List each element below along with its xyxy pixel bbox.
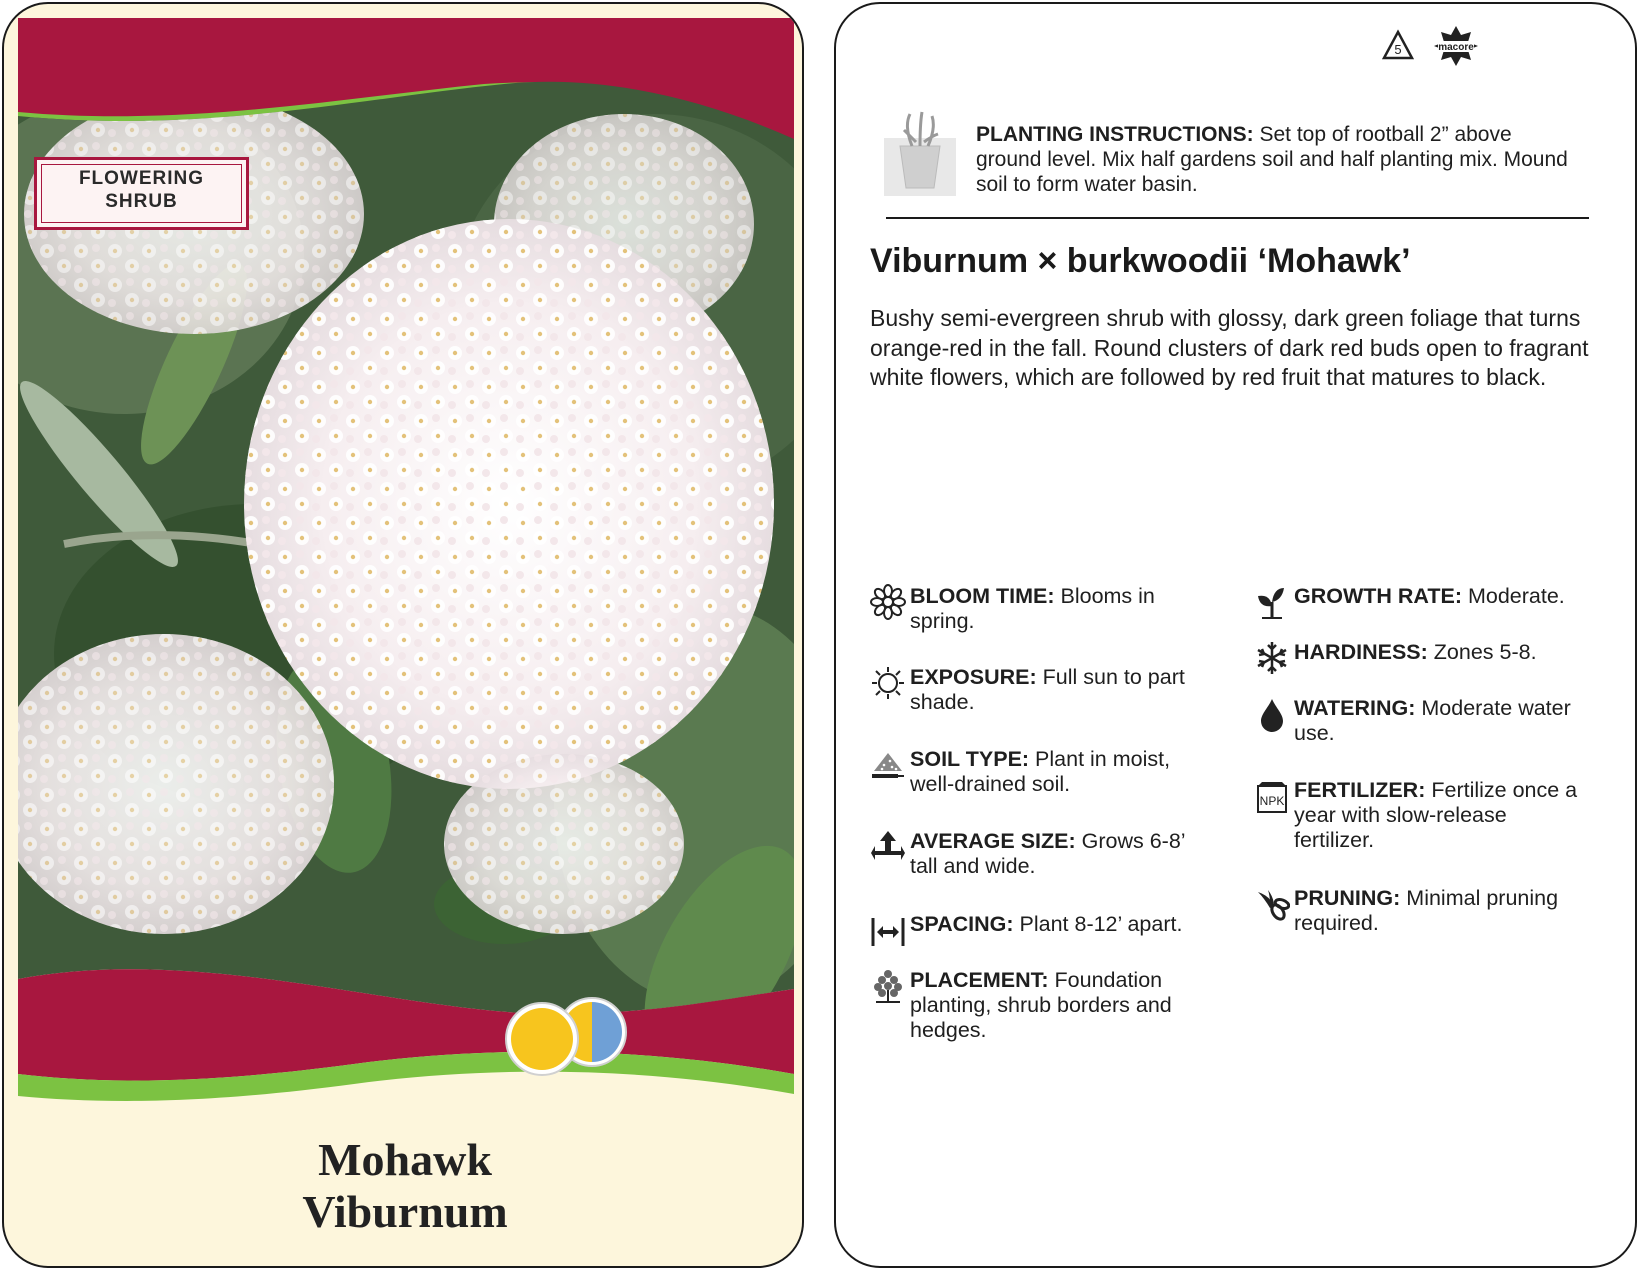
recycle-number: 5	[1394, 42, 1402, 57]
recycle-icon	[1384, 32, 1412, 58]
attr-label: PLACEMENT:	[910, 968, 1049, 992]
macore-text: macore	[1438, 42, 1474, 53]
attr-text: Moderate water use.	[1294, 696, 1571, 745]
planting-instructions	[976, 122, 1576, 197]
attr-label: HARDINESS:	[1294, 640, 1428, 664]
flower-icon	[870, 584, 906, 620]
attr-exposure	[870, 665, 1200, 715]
size-icon	[870, 829, 906, 865]
sun-icon	[870, 665, 906, 701]
scientific-name: Viburnum × burkwoodii ‘Mohawk’	[870, 242, 1411, 280]
description: Bushy semi-evergreen shrub with glossy, dark green foliage that turns orange-red in the fall. Round clusters of dark red buds open to fragrant white flowers, which are followed by red fruit that matures to black.	[870, 305, 1589, 390]
placement-icon	[870, 968, 906, 1004]
attr-pruning	[1254, 886, 1584, 936]
attr-spacing	[870, 912, 1200, 937]
attr-soil-type	[870, 747, 1200, 797]
attr-text: Foundation planting, shrub borders and hedges.	[910, 968, 1172, 1042]
attr-label: AVERAGE SIZE:	[910, 829, 1076, 853]
attr-label: GROWTH RATE:	[1294, 584, 1462, 608]
attr-text: Plant 8-12’ apart.	[1013, 912, 1183, 936]
attr-text: Fertilize once a year with slow-release fertilizer.	[1294, 778, 1578, 852]
attr-text: Minimal pruning required.	[1294, 886, 1559, 935]
attr-label: FERTILIZER:	[1294, 778, 1426, 802]
attr-text: Zones 5-8.	[1427, 640, 1537, 664]
npk-text: NPK	[1259, 794, 1285, 808]
attr-label: PRUNING:	[1294, 886, 1401, 910]
attr-text: Full sun to part shade.	[910, 665, 1185, 714]
attr-label: EXPOSURE:	[910, 665, 1037, 689]
soil-icon	[870, 747, 906, 783]
attr-average-size	[870, 829, 1200, 879]
sprout-icon	[1254, 584, 1290, 620]
attr-label: WATERING:	[1294, 696, 1416, 720]
planting-pot-icon	[884, 108, 956, 196]
spacing-icon	[870, 912, 906, 948]
attr-growth-rate	[1254, 584, 1584, 609]
attr-text: Grows 6-8’ tall and wide.	[910, 829, 1185, 878]
attr-text: Plant in moist, well-drained soil.	[910, 747, 1171, 796]
planting-label: PLANTING INSTRUCTIONS:	[976, 123, 1254, 146]
pruners-icon	[1254, 886, 1290, 922]
badge-text	[34, 167, 249, 213]
water-drop-icon	[1254, 696, 1290, 732]
sun-exposure-icon	[500, 997, 640, 1077]
attr-label: BLOOM TIME:	[910, 584, 1055, 608]
macore-logo	[1434, 26, 1478, 66]
divider	[886, 217, 1589, 219]
flowering-shrub-badge	[34, 157, 249, 230]
front-tag	[2, 2, 804, 1268]
attr-label: SOIL TYPE:	[910, 747, 1030, 771]
attr-watering	[1254, 696, 1584, 746]
common-name-line-1: Mohawk	[318, 1134, 492, 1185]
common-name-line-2: Viburnum	[302, 1186, 508, 1237]
logos	[1376, 22, 1486, 72]
common-name	[4, 1134, 804, 1238]
badge-line-2: SHRUB	[105, 191, 178, 212]
attr-text: Blooms in spring.	[910, 584, 1155, 633]
attr-hardiness	[1254, 640, 1584, 665]
recycle-logos	[1376, 22, 1486, 72]
attr-fertilizer	[1254, 778, 1584, 853]
fertilizer-icon	[1254, 778, 1290, 814]
attr-text: Moderate.	[1462, 584, 1565, 608]
back-tag	[834, 2, 1637, 1268]
attr-label: SPACING:	[910, 912, 1014, 936]
attr-placement	[870, 968, 1200, 1043]
planting-text: Set top of rootball 2” above ground level. Mix half gardens soil and half planting mix. Mound soil to form water basin.	[976, 123, 1568, 196]
snowflake-icon	[1254, 640, 1290, 676]
attr-bloom-time	[870, 584, 1200, 634]
badge-line-1: FLOWERING	[78, 168, 205, 189]
